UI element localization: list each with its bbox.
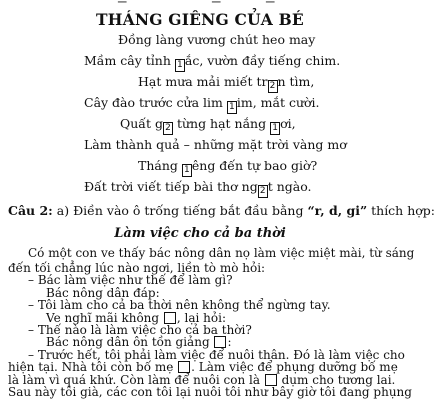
letters-hint: “r, d, gi” <box>307 203 368 218</box>
number-box[interactable]: 1 <box>182 164 192 177</box>
story-line-4: Bác nông dân đáp: <box>46 285 160 300</box>
poem-title: THÁNG GIÊNG CỦA BÉ <box>96 10 304 29</box>
poem-line-7: Tháng 1 êng đến tự bao giờ? <box>138 158 318 175</box>
number-box[interactable]: 1 <box>175 59 185 72</box>
question-2: Câu 2: a) Điền vào ô trống tiếng bắt đầu bằng “r, d, gi” thích hợp: <box>8 203 435 218</box>
number-box[interactable]: 1 <box>227 101 237 114</box>
story-line-5: – Tôi làm cho cả ba thời nên không thể ngừng tay. <box>28 298 331 313</box>
poem-line-3: Hạt mưa mải miết tr 2 n tìm, <box>138 74 315 91</box>
story-title: Làm việc cho cả ba thời <box>114 226 286 241</box>
cropped-top-line <box>0 0 400 3</box>
number-box[interactable]: 2 <box>268 80 278 93</box>
blank-box[interactable] <box>164 312 176 324</box>
story-line-1: Có một con ve thấy bác nông dân nọ làm việc miệt mài, từ sáng <box>28 246 415 260</box>
poem-line-5: Quất g 2 từng hạt nắng 1 ơi, <box>120 116 296 133</box>
story-line-12: Sau này tôi già, các con tôi lại nuôi tôi như bây giờ tôi đang phụng <box>8 385 412 399</box>
question-label: Câu 2: <box>8 203 53 218</box>
story-line-3: – Bác làm việc như thế để làm gì? <box>28 273 233 288</box>
story-line-6: Ve nghĩ mãi không , lại hỏi: <box>46 310 227 325</box>
story-line-10: hiện tại. Nhà tôi còn bố mẹ . Làm việc để phụng dưỡng bố mẹ <box>8 360 398 375</box>
poem-line-1: Đồng làng vương chút heo may <box>118 32 316 47</box>
story-line-9: – Trước hết, tôi phải làm việc để nuôi thân. Đó là làm việc cho <box>28 347 405 362</box>
number-box[interactable]: 2 <box>163 122 173 135</box>
number-box[interactable]: 2 <box>258 185 268 198</box>
blank-box[interactable] <box>178 361 190 373</box>
number-box[interactable]: 1 <box>270 122 280 135</box>
story-line-2: đến tối chẳng lúc nào ngơi, liền tò mò hỏi: <box>8 261 266 275</box>
blank-box[interactable] <box>214 336 226 348</box>
poem-line-2: Mầm cây tỉnh 1 ắc, vườn đầy tiếng chim. <box>84 53 341 70</box>
poem-line-8: Đất trời viết tiếp bài thơ ng 2 t ngào. <box>84 179 312 196</box>
story-line-8: Bác nông dân ôn tồn giảng : <box>46 335 232 350</box>
poem-line-6: Làm thành quả – những mặt trời vàng mơ <box>84 137 347 152</box>
story-line-7: – Thế nào là làm việc cho cả ba thời? <box>28 323 252 337</box>
blank-box[interactable] <box>265 374 277 386</box>
poem-line-4: Cây đào trước cửa lim 1 im, mắt cười. <box>84 95 320 112</box>
story-line-11: là làm vì quá khứ. Còn làm để nuôi con là dụm cho tương lai. <box>8 372 396 387</box>
